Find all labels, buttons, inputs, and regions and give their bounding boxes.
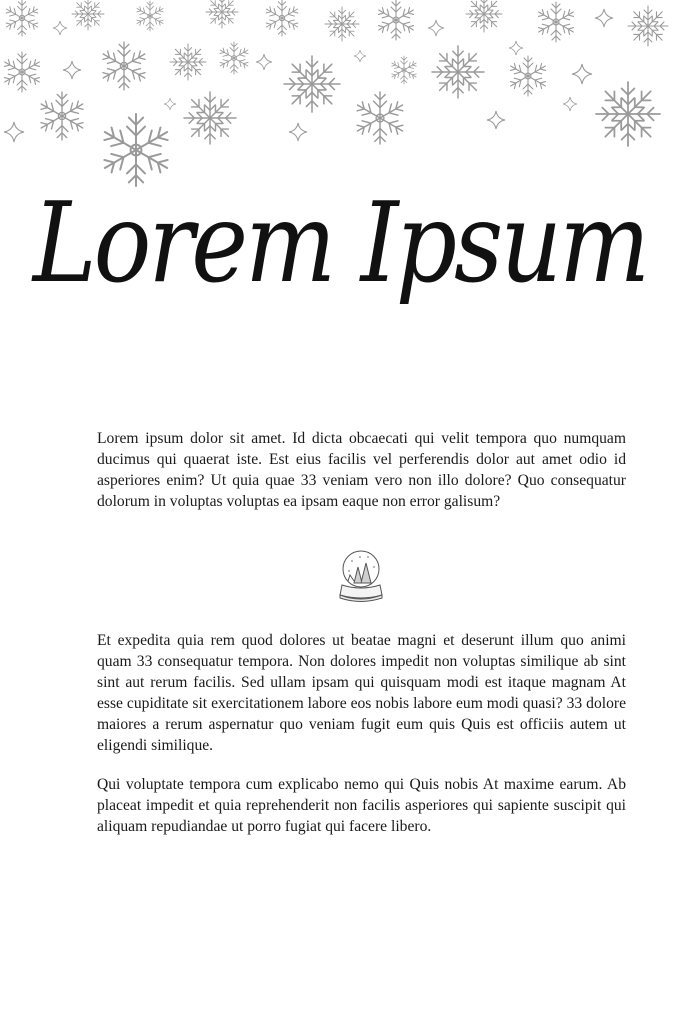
page-title: Lorem Ipsum [32, 178, 648, 308]
body-paragraph: Lorem ipsum dolor sit amet. Id dicta obcaecati qui velit tempora quo numquam ducimus qui quaerat iste. Est eius facilis vel perferendis dolor aut amet odio id asperiores enim? Ut quia quae 33 veniam vero non illo dolore? Quo consequatur dolorum in voluptas voluptas ea ipsam eaque non error galisum? [97, 430, 626, 510]
snowflake-icon [2, 0, 668, 186]
star-icon [4, 9, 613, 142]
body-paragraph: Et expedita quia rem quod dolores ut beatae magni et deserunt illum quo animi quam 33 consequatur tempora. Non dolores impedit non voluptas similique ab sint sint aut rerum facilis. Sed ullam ipsam qui quisquam modi est itaque magnam At esse cupiditate sit exercitationem labore eos nobis labore eum modi quasi? 33 dolore maiores a rerum aspernatur quo veniam fugit eum quis Quis est officiis autem ut eligendi similique. [97, 632, 626, 754]
snow-globe-icon [330, 545, 392, 605]
body-paragraph: Qui voluptate tempora cum explicabo nemo qui Quis nobis At maxime earum. Ab placeat impedit et quia reprehenderit non facilis asperiores qui sapiente suscipit qui aliquam repudiandae ut porro fugiat qui facere libero. [97, 776, 626, 835]
